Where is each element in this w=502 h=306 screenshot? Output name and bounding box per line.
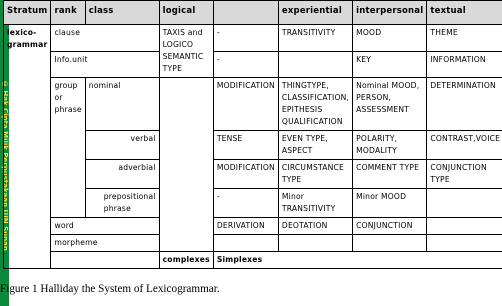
figure-caption: Figure 1 Halliday the System of Lexicogrammar. <box>0 283 220 295</box>
morpheme-textual <box>427 235 502 252</box>
footer-simplexes: Simplexes <box>213 252 502 269</box>
header-logical: logical <box>159 1 213 25</box>
adverbial-interpersonal: COMMENT TYPE <box>353 160 427 189</box>
header-class: class <box>85 1 159 25</box>
verbal-exp2: EVEN TYPE, ASPECT <box>278 131 352 160</box>
lexicogrammar-table <box>3 0 502 269</box>
header-rank: rank <box>51 1 85 25</box>
rank-group-phrase: group or phrase <box>51 78 85 218</box>
rank-word: word <box>51 218 159 235</box>
rank-morpheme: morpheme <box>51 235 159 252</box>
table-row-clause <box>4 25 502 52</box>
table-row-word <box>4 218 502 235</box>
header-interpersonal: interpersonal <box>353 1 427 25</box>
word-exp2: DEOTATION <box>278 218 352 235</box>
info-exp1: - <box>213 51 278 78</box>
class-verbal: verbal <box>85 131 159 160</box>
table-row-info-unit <box>4 51 502 78</box>
table-row-morpheme <box>4 235 502 252</box>
word-interpersonal: CONJUNCTION <box>353 218 427 235</box>
verbal-exp1: TENSE <box>213 131 278 160</box>
morpheme-exp1 <box>213 235 278 252</box>
rank-clause: clause <box>51 25 159 52</box>
header-stratum: Stratum <box>4 1 51 25</box>
morpheme-exp2 <box>278 235 352 252</box>
stratum-lexicogrammar: lexico- grammar <box>4 25 51 269</box>
prep-exp2: Minor TRANSITIVITY <box>278 189 352 218</box>
header-row <box>4 1 502 25</box>
morpheme-interpersonal <box>353 235 427 252</box>
logical-blank <box>159 78 213 252</box>
info-textual: INFORMATION <box>427 51 502 78</box>
verbal-textual: CONTRAST,VOICE <box>427 131 502 160</box>
class-nominal: nominal <box>85 78 159 131</box>
adverbial-exp1: MODIFICATION <box>213 160 278 189</box>
info-exp2 <box>278 51 352 78</box>
prep-interpersonal: Minor MOOD <box>353 189 427 218</box>
nominal-textual: DETERMINATION <box>427 78 502 131</box>
info-interpersonal: KEY <box>353 51 427 78</box>
nominal-exp2: THINGTYPE, CLASSIFICATION, EPITHESIS QUALIFICATION <box>278 78 352 131</box>
class-adverbial: adverbial <box>85 160 159 189</box>
class-prepositional-phrase: prepositional phrase <box>85 189 159 218</box>
footer-blank <box>51 252 159 269</box>
logical-taxis: TAXIS and LOGICO SEMANTIC TYPE <box>159 25 213 78</box>
footer-complexes: complexes <box>159 252 213 269</box>
prep-textual <box>427 189 502 218</box>
clause-textual: THEME <box>427 25 502 52</box>
rank-info-unit: Info.unit <box>51 51 159 78</box>
verbal-interpersonal: POLARITY, MODALITY <box>353 131 427 160</box>
table-row-nominal <box>4 78 502 131</box>
clause-exp1: - <box>213 25 278 52</box>
clause-interpersonal: MOOD <box>353 25 427 52</box>
header-experiential-blank <box>213 1 278 25</box>
word-exp1: DERIVATION <box>213 218 278 235</box>
prep-exp1: - <box>213 189 278 218</box>
table-row-complexes <box>4 252 502 269</box>
header-experiential: experiential <box>278 1 352 25</box>
nominal-interpersonal: Nominal MOOD, PERSON, ASSESSMENT <box>353 78 427 131</box>
clause-exp2: TRANSITIVITY <box>278 25 352 52</box>
header-textual: textual <box>427 1 502 25</box>
adverbial-exp2: CIRCUMSTANCE TYPE <box>278 160 352 189</box>
adverbial-textual: CONJUNCTION TYPE <box>427 160 502 189</box>
word-textual <box>427 218 502 235</box>
sidebar-watermark-text: © Hak Cipta Milik Perpustakaan UIN Sunan <box>1 80 9 251</box>
nominal-exp1: MODIFICATION <box>213 78 278 131</box>
